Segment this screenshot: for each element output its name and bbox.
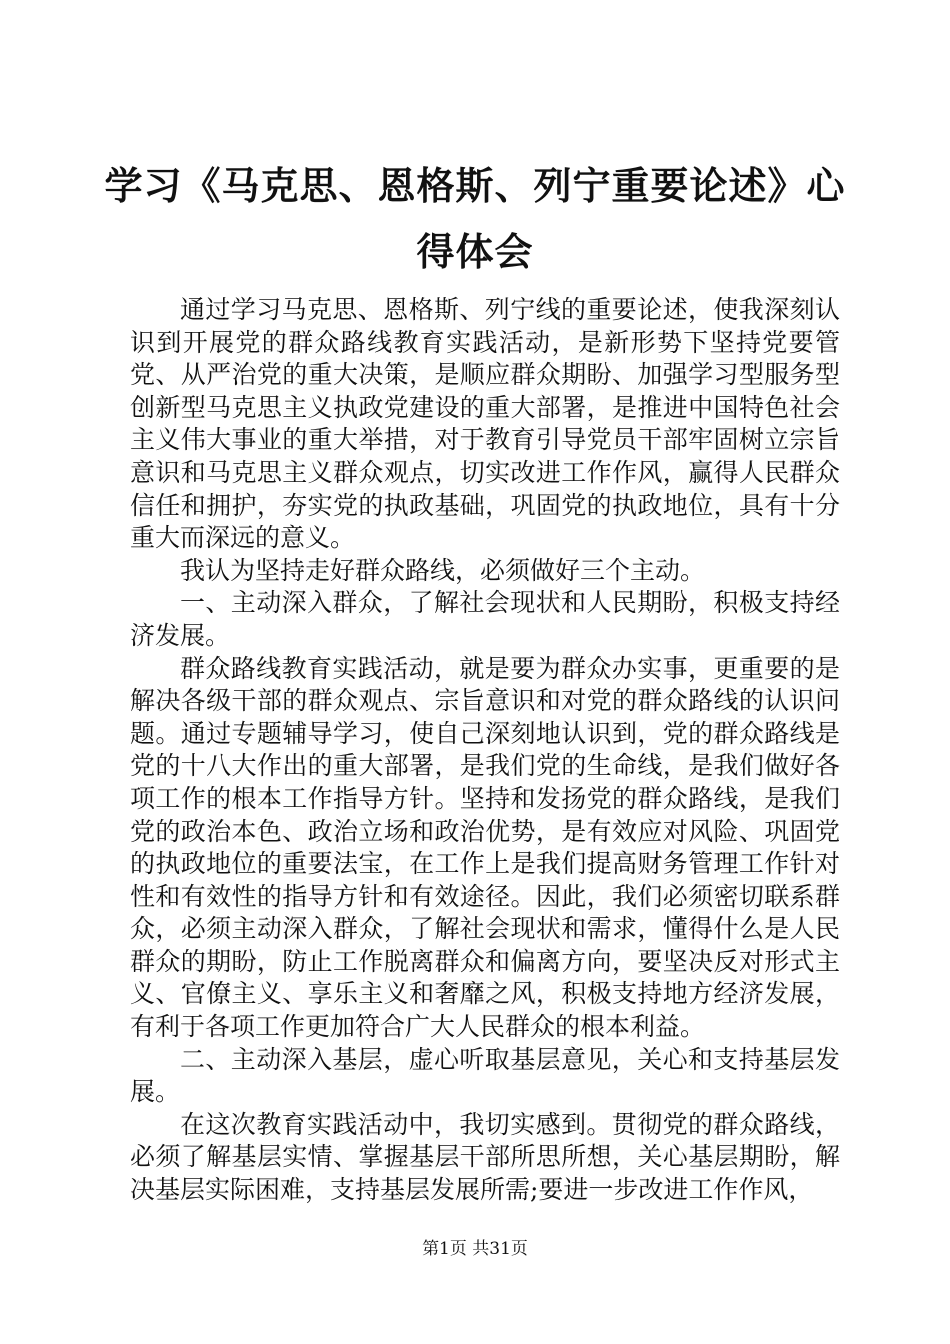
page-footer: 第1页 共31页: [422, 1239, 528, 1259]
section-heading: 一、主动深入群众，了解社会现状和人民期盼，积极支持经济发展。: [130, 588, 840, 650]
paragraph: 我认为坚持走好群众路线，必须做好三个主动。: [180, 555, 706, 585]
paragraph: 群众路线教育实践活动，就是要为群众办实事，更重要的是解决各级干部的群众观点、宗旨意识和对党的群众路线的认识问题。通过专题辅导学习，使自己深刻地认识到，党的群众路线是党的十八大作出的重大部署，是我们党的生命线，是我们做好各项工作的根本工作指导方针。坚持和发扬党的群众路线，是我们党的政治本色、政治立场和政治优势，是有效应对风险、巩固党的执政地位的重要法宝，在工作上是我们提高财务管理工作针对性和有效性的指导方针和有效途径。因此，我们必须密切联系群众，必须主动深入群众，了解社会现状和需求，懂得什么是人民群众的期盼，防止工作脱离群众和偏离方向，要坚决反对形式主义、官僚主义、享乐主义和奢靡之风，积极支持地方经济发展，有利于各项工作更加符合广大人民群众的根本利益。: [130, 653, 840, 1042]
document-body: [130, 294, 840, 1207]
paragraph: 在这次教育实践活动中，我切实感到。贯彻党的群众路线，必须了解基层实情、掌握基层干部所思所想，关心基层期盼，解决基层实际困难，支持基层发展所需;要进一步改进工作作风，: [130, 1109, 840, 1205]
paragraph: 通过学习马克思、恩格斯、列宁线的重要论述，使我深刻认识到开展党的群众路线教育实践活动，是新形势下坚持党要管党、从严治党的重大决策，是顺应群众期盼、加强学习型服务型创新型马克思主义执政党建设的重大部署，是推进中国特色社会主义伟大事业的重大举措，对于教育引导党员干部牢固树立宗旨意识和马克思主义群众观点，切实改进工作作风，赢得人民群众信任和拥护，夯实党的执政基础，巩固党的执政地位，具有十分重大而深远的意义。: [130, 295, 840, 553]
section-heading: 二、主动深入基层，虚心听取基层意见，关心和支持基层发展。: [130, 1044, 840, 1107]
document-title: 学习《马克思、恩格斯、列宁重要论述》心得体会: [104, 164, 846, 274]
